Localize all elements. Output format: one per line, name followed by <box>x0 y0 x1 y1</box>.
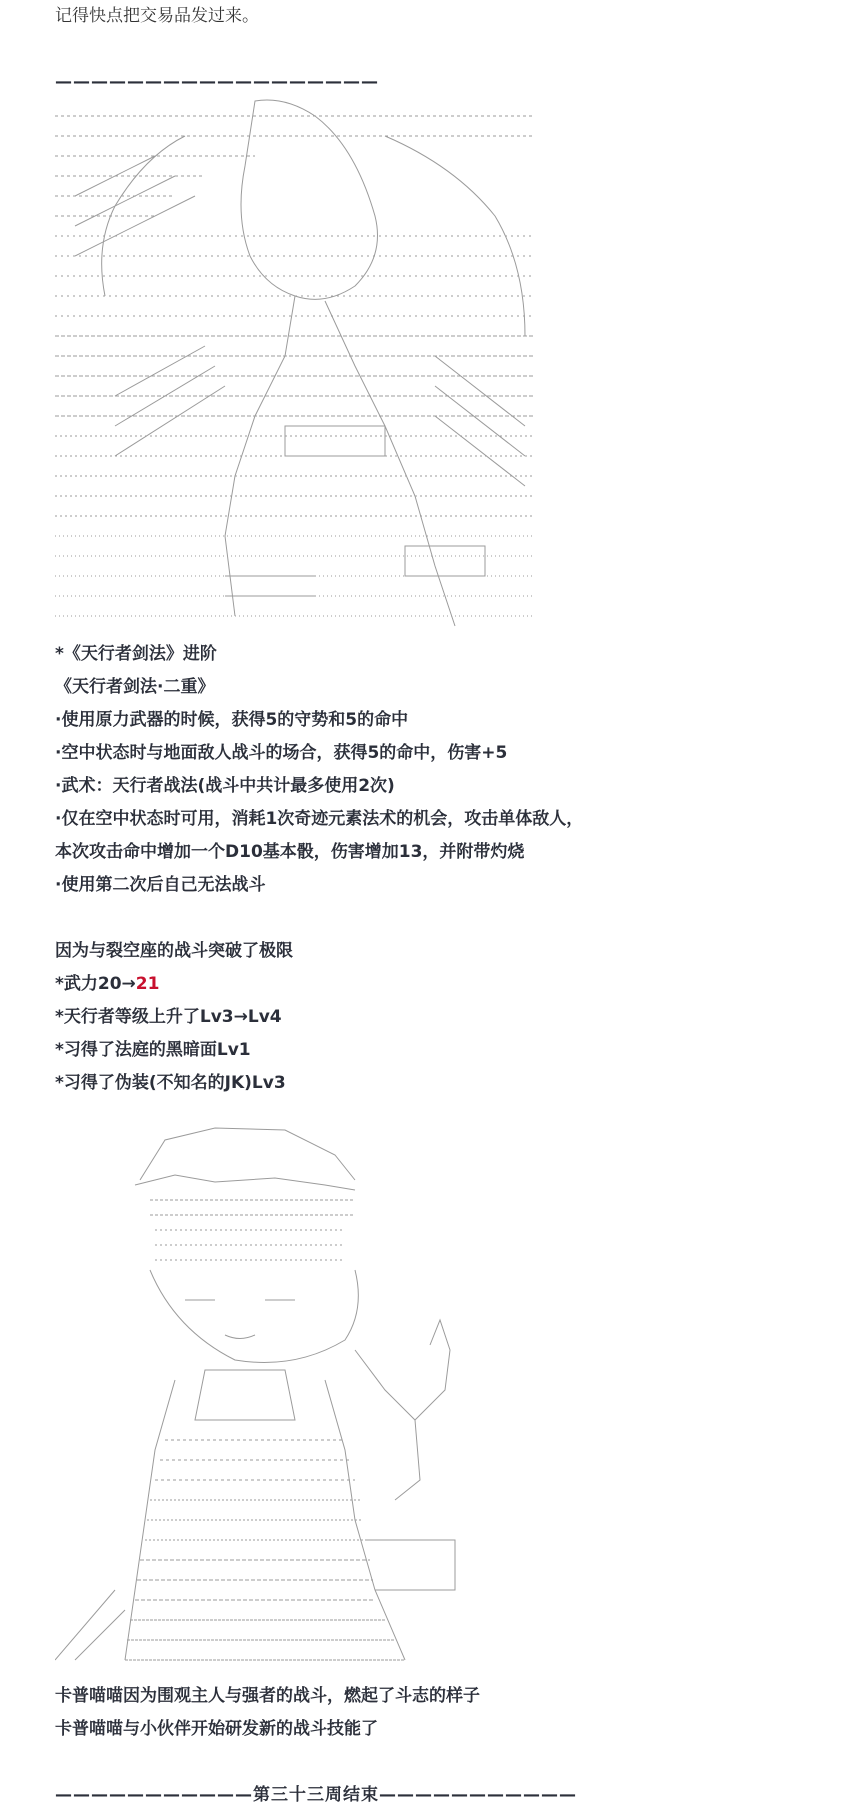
growth-wuli <box>55 968 159 1001</box>
skill-line-5: 本次攻击命中增加一个D10基本骰，伤害增加13，并附带灼烧 <box>55 842 525 862</box>
separator-top: —————————————————— <box>55 72 379 92</box>
ascii-art-illustration-2 <box>55 1120 475 1680</box>
ascii-art-1-graphic <box>55 96 540 636</box>
skill-line-2: ·空中状态时与地面敌人战斗的场合，获得5的命中，伤害+5 <box>55 743 508 763</box>
ascii-art-2-graphic <box>55 1120 475 1680</box>
skill-line-1: ·使用原力武器的时候，获得5的守势和5的命中 <box>55 710 409 730</box>
separator-week-end: ———————————第三十三周结束——————————— <box>55 1785 577 1805</box>
growth-item-3: *习得了伪装(不知名的JK)Lv3 <box>55 1073 286 1093</box>
growth-wuli-prefix: *武力20→ <box>55 974 136 994</box>
growth-wuli-value: 21 <box>135 974 160 994</box>
intro-text: 记得快点把交易品发过来。 <box>55 6 259 26</box>
skill-line-3: ·武术：天行者战法(战斗中共计最多使用2次) <box>55 776 395 796</box>
ascii-art-illustration-1 <box>55 96 540 636</box>
growth-item-1: *天行者等级上升了Lv3→Lv4 <box>55 1007 282 1027</box>
ending-line-1: 卡普喵喵因为围观主人与强者的战斗，燃起了斗志的样子 <box>55 1686 480 1706</box>
skill-line-6: ·使用第二次后自己无法战斗 <box>55 875 266 895</box>
growth-reason: 因为与裂空座的战斗突破了极限 <box>55 941 293 961</box>
ending-line-2: 卡普喵喵与小伙伴开始研发新的战斗技能了 <box>55 1719 378 1739</box>
skill-heading: *《天行者剑法》进阶 <box>55 644 217 664</box>
growth-item-2: *习得了法庭的黑暗面Lv1 <box>55 1040 251 1060</box>
skill-line-4: ·仅在空中状态时可用，消耗1次奇迹元素法术的机会，攻击单体敌人， <box>55 809 584 829</box>
skill-name: 《天行者剑法·二重》 <box>55 677 215 697</box>
